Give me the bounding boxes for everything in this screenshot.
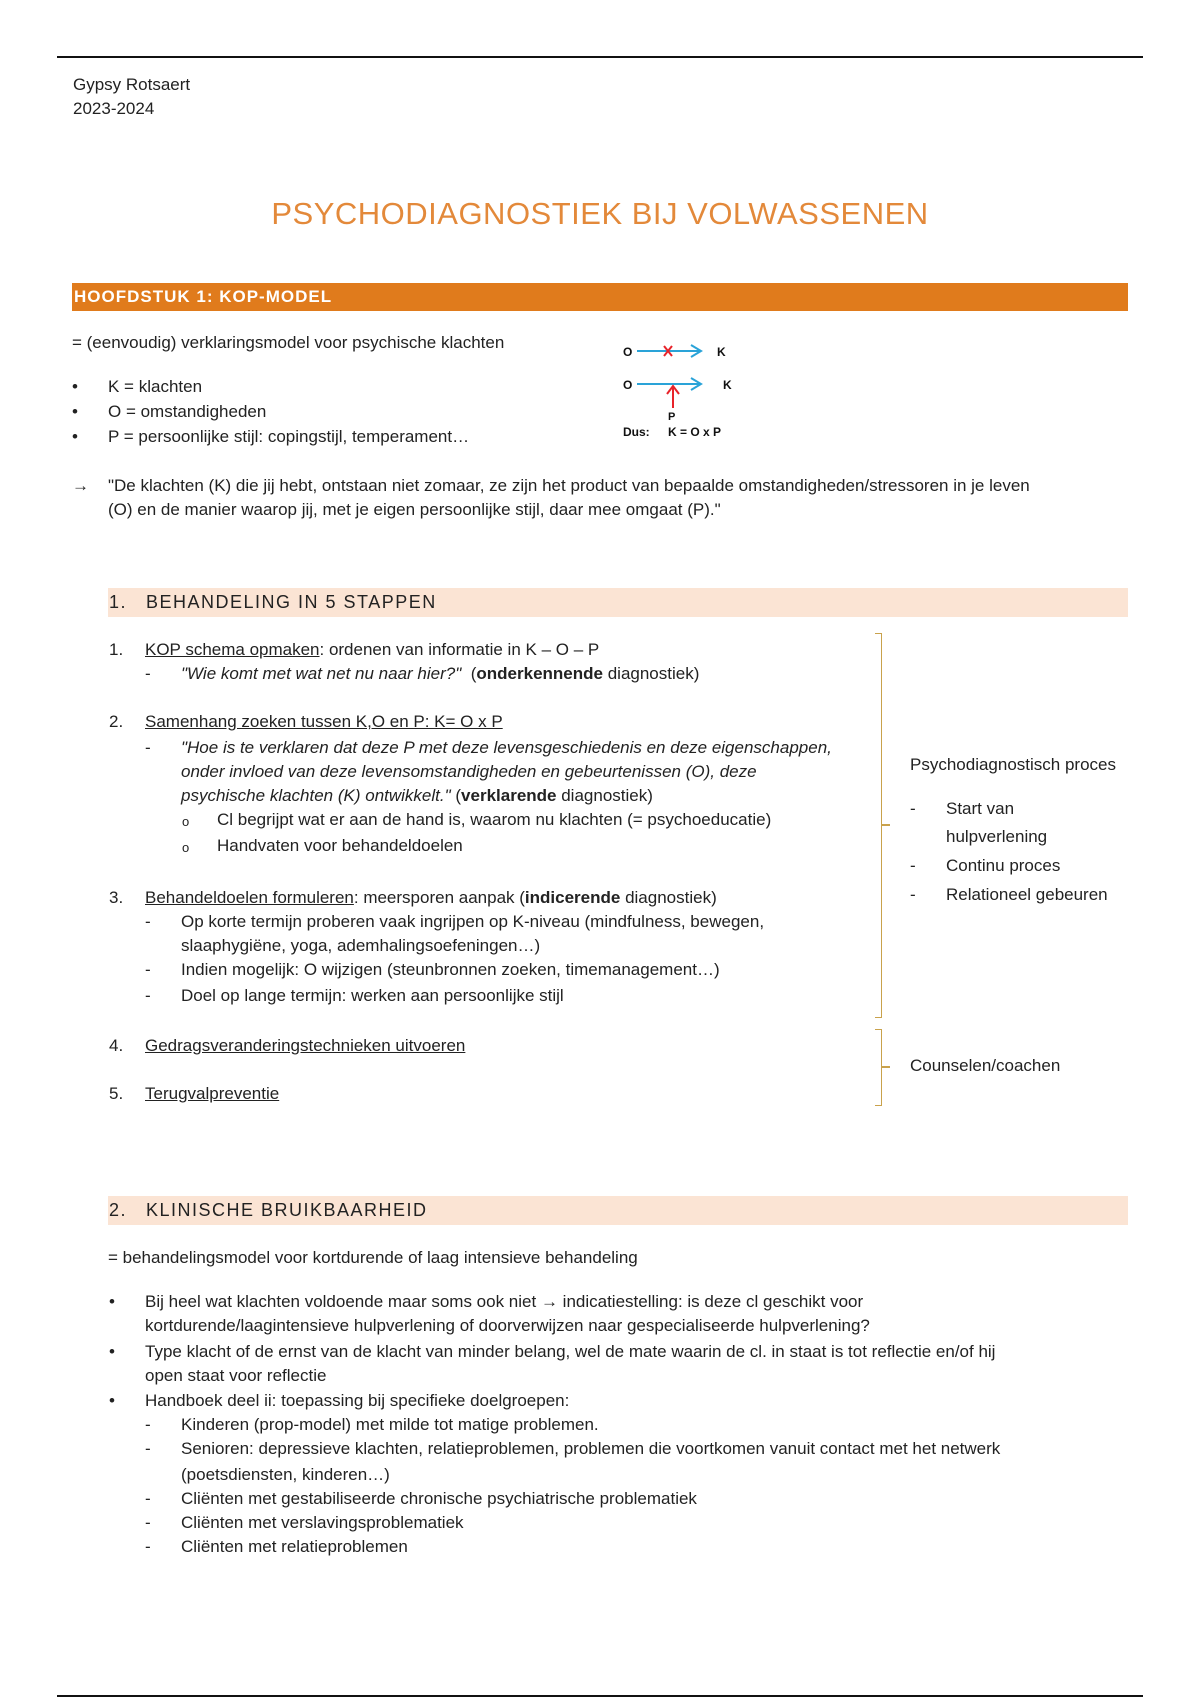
step-number: 5. xyxy=(109,1084,124,1103)
dash-marker: - xyxy=(145,1489,151,1508)
dash-marker: - xyxy=(910,856,916,875)
side-process-title: Psychodiagnostisch proces xyxy=(910,755,1117,774)
bullet-marker: • xyxy=(109,1292,115,1311)
step-3-dash-1a: Op korte termijn proberen vaak ingrijpen op K-niveau (mindfulness, bewegen, xyxy=(181,912,765,931)
bold-term: indicerende xyxy=(524,888,621,907)
s2-bullet-2a: Type klacht of de ernst van de klacht van minder belang, wel de mate waarin de cl. in staat is tot reflectie en/of hij xyxy=(145,1342,996,1361)
arrow-marker: → xyxy=(72,476,89,495)
s2-bullet-2b: open staat voor reflectie xyxy=(145,1366,327,1385)
s2-bullet-1b: kortdurende/laagintensieve hulpverlening of doorverwijzen naar gespecialiseerde hulpverlening? xyxy=(145,1316,870,1335)
dash-marker: - xyxy=(145,1537,151,1556)
step-2-quote-2: onder invloed van deze levensomstandigheden en gebeurtenissen (O), deze xyxy=(181,762,757,781)
chapter-definition: = (eenvoudig) verklaringsmodel voor psychische klachten xyxy=(72,333,505,352)
s2-sub-3: Cliënten met gestabiliseerde chronische psychiatrische problematiek xyxy=(181,1489,697,1508)
bullet-marker: • xyxy=(72,427,78,446)
s2-sub-5: Cliënten met relatieproblemen xyxy=(181,1537,408,1556)
document-title: PSYCHODIAGNOSTIEK BIJ VOLWASSENEN xyxy=(271,196,929,231)
after: diagnostiek) xyxy=(602,664,700,683)
s2-sub-1: Kinderen (prop-model) met milde tot matige problemen. xyxy=(181,1415,599,1434)
after: diagnostiek) xyxy=(620,888,717,907)
s2-sub-4: Cliënten met verslavingsproblematiek xyxy=(181,1513,464,1532)
top-rule xyxy=(57,56,1143,58)
paren: ( xyxy=(470,664,477,683)
step-2-quote-3 xyxy=(181,784,653,808)
dash-marker: - xyxy=(145,664,151,683)
dash-marker: - xyxy=(145,986,151,1005)
section-2-heading xyxy=(108,1196,1128,1225)
chapter-heading: HOOFDSTUK 1: KOP-MODEL xyxy=(72,283,1128,311)
step-2-quote-1: "Hoe is te verklaren dat deze P met deze levensgeschiedenis en deze eigenschappen, xyxy=(181,738,832,757)
step-2-title: Samenhang zoeken tussen K,O en P: K= O x P xyxy=(145,712,503,731)
circle-marker: o xyxy=(182,814,190,829)
bullet-marker: • xyxy=(72,377,78,396)
bullet-o: O = omstandigheden xyxy=(108,402,267,421)
diagram-o1: O xyxy=(623,345,633,359)
section-2-definition: = behandelingsmodel voor kortdurende of laag intensieve behandeling xyxy=(108,1248,638,1267)
step-3-dash-1b: slaaphygiëne, yoga, ademhalingsoefeningen…) xyxy=(181,936,541,955)
academic-year: 2023-2024 xyxy=(73,99,155,118)
step-3 xyxy=(145,886,717,910)
step-number: 2. xyxy=(109,712,124,731)
bracket-process xyxy=(875,633,882,1018)
diagram-dus: Dus: xyxy=(623,425,650,439)
step-number: 4. xyxy=(109,1036,124,1055)
step-title: Behandeldoelen formuleren xyxy=(145,888,354,907)
step-number: 3. xyxy=(109,888,124,907)
step-number: 1. xyxy=(109,640,124,659)
bullet-k: K = klachten xyxy=(108,377,203,396)
dash-marker: - xyxy=(910,885,916,904)
bullet-marker: • xyxy=(109,1391,115,1410)
step-3-dash-2: Indien mogelijk: O wijzigen (steunbronnen zoeken, timemanagement…) xyxy=(181,960,720,979)
s2-bullet-1a: Bij heel wat klachten voldoende maar soms ook niet → indicatiestelling: is deze cl geschikt voor xyxy=(145,1292,864,1311)
step-1 xyxy=(145,638,599,662)
dash-marker: - xyxy=(145,738,151,757)
diagram-formula: K = O x P xyxy=(668,425,722,439)
step-2-sub-1: Cl begrijpt wat er aan de hand is, waarom nu klachten (= psychoeducatie) xyxy=(217,810,772,829)
quote-line-2: (O) en de manier waarop jij, met je eigen persoonlijke stijl, daar mee omgaat (P)." xyxy=(108,500,721,519)
bullet-marker: • xyxy=(109,1342,115,1361)
s2-sub-2b: (poetsdiensten, kinderen…) xyxy=(181,1465,390,1484)
section-number: 1. xyxy=(109,592,128,612)
quote: "Wie komt met wat net nu naar hier?" xyxy=(181,664,462,683)
dash-marker: - xyxy=(145,1513,151,1532)
section-title: KLINISCHE BRUIKBAARHEID xyxy=(146,1200,428,1220)
step-2-sub-2: Handvaten voor behandeldoelen xyxy=(217,836,463,855)
dash-marker: - xyxy=(145,960,151,979)
dash-marker: - xyxy=(145,1439,151,1458)
step-title: KOP schema opmaken xyxy=(145,640,320,659)
side-counseling-title: Counselen/coachen xyxy=(910,1056,1061,1075)
side-item-2: Continu proces xyxy=(946,856,1061,875)
diagram-p: P xyxy=(668,411,676,423)
paren: ( xyxy=(450,786,462,805)
author-name: Gypsy Rotsaert xyxy=(73,75,191,94)
section-1-heading xyxy=(108,588,1128,617)
side-item-1b: hulpverlening xyxy=(946,827,1048,846)
bold-term: verklarende xyxy=(461,786,557,805)
step-rest: : ordenen van informatie in K – O – P xyxy=(319,640,600,659)
diagram-k2: K xyxy=(723,378,732,392)
diagram-k1: K xyxy=(717,345,726,359)
bracket-tip xyxy=(882,1066,890,1068)
quote-line-1: "De klachten (K) die jij hebt, ontstaan niet zomaar, ze zijn het product van bepaalde omstandigheden/stressoren in je leven xyxy=(108,476,1030,495)
dash-marker: - xyxy=(910,799,916,818)
kop-diagram xyxy=(615,333,775,443)
bold-term: onderkennende xyxy=(476,664,603,683)
step-3-dash-3: Doel op lange termijn: werken aan persoonlijke stijl xyxy=(181,986,564,1005)
side-item-3: Relationeel gebeuren xyxy=(946,885,1108,904)
quote: psychische klachten (K) ontwikkelt." xyxy=(181,786,451,805)
bracket-tip xyxy=(882,824,890,826)
section-title: BEHANDELING IN 5 STAPPEN xyxy=(146,592,437,612)
step-rest: : meersporen aanpak ( xyxy=(353,888,525,907)
bullet-marker: • xyxy=(72,402,78,421)
diagram-o2: O xyxy=(623,378,633,392)
bracket-counseling xyxy=(875,1029,882,1106)
bullet-p: P = persoonlijke stijl: copingstijl, temperament… xyxy=(108,427,470,446)
s2-sub-2a: Senioren: depressieve klachten, relatieproblemen, problemen die voortkomen vanuit contact met het netwerk xyxy=(181,1439,1001,1458)
side-item-1a: Start van xyxy=(946,799,1015,818)
step-4-title: Gedragsveranderingstechnieken uitvoeren xyxy=(145,1036,466,1055)
dash-marker: - xyxy=(145,1415,151,1434)
section-number: 2. xyxy=(109,1200,128,1220)
dash-marker: - xyxy=(145,912,151,931)
circle-marker: o xyxy=(182,840,190,855)
bottom-rule xyxy=(57,1695,1143,1697)
s2-bullet-3: Handboek deel ii: toepassing bij specifieke doelgroepen: xyxy=(145,1391,570,1410)
step-1-quote xyxy=(181,662,699,686)
after: diagnostiek) xyxy=(556,786,653,805)
step-5-title: Terugvalpreventie xyxy=(145,1084,280,1103)
